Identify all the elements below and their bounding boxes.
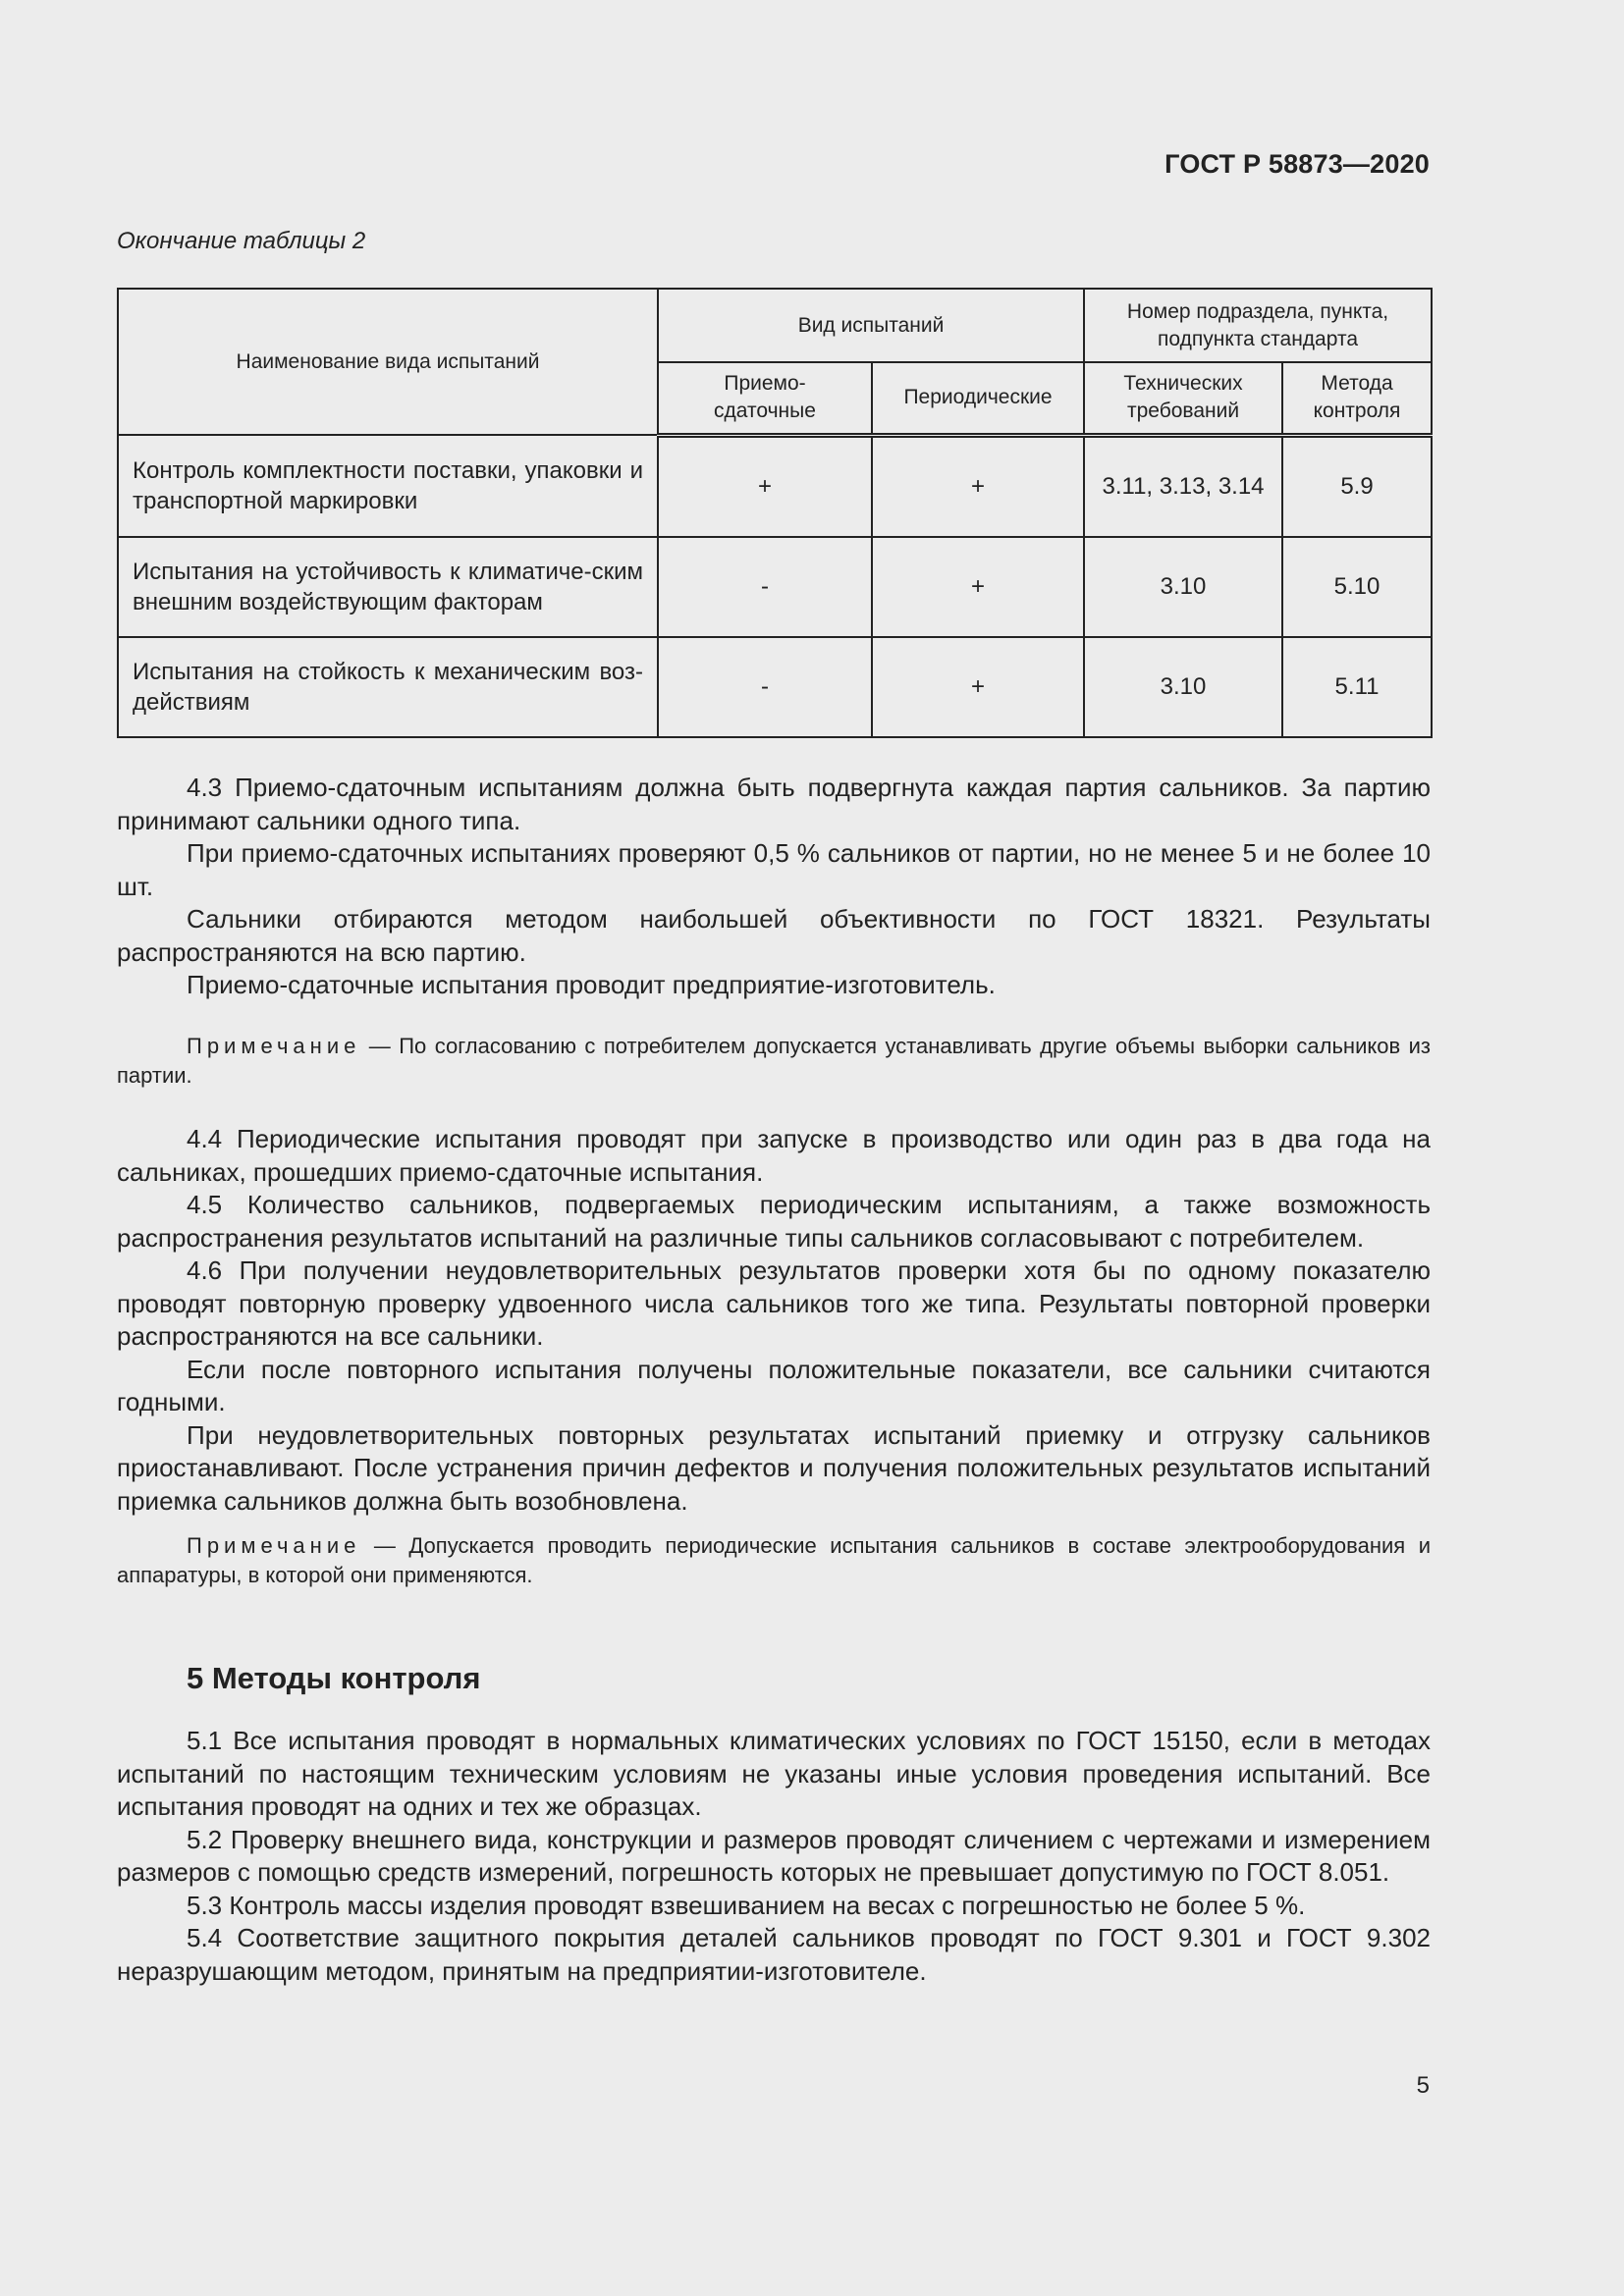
- row-tech-requirements: 3.10: [1084, 537, 1282, 637]
- paragraph: 4.4 Периодические испытания проводят при запуске в производство или один раз в два года на сальниках, прошедших приемо-сдаточные испытания.: [117, 1124, 1431, 1187]
- note-label: Примечание: [187, 1034, 361, 1058]
- row-periodic: +: [872, 435, 1084, 537]
- header-section-number: Номер подраздела, пункта, подпункта стандарта: [1084, 289, 1432, 362]
- row-periodic: +: [872, 537, 1084, 637]
- paragraph: 4.5 Количество сальников, подвергаемых периодическим испытаниям, а также возможность распространения результатов испытаний на различные типы сальников согласовывают с потребителем.: [117, 1190, 1431, 1253]
- paragraph: 5.1 Все испытания проводят в нормальных климатических условиях по ГОСТ 15150, если в методах испытаний по настоящим техническим условиям не указаны иные условия проведения испытаний. Все испытания проводят на одних и тех же образцах.: [117, 1726, 1431, 1821]
- header-control-method: Метода контроля: [1282, 362, 1432, 435]
- header-tech-requirements: Технических требований: [1084, 362, 1282, 435]
- note-text: — По согласованию с потребителем допускается устанавливать другие объемы выборки сальников из партии.: [117, 1034, 1431, 1088]
- row-name: Контроль комплектности поставки, упаковки и транспортной маркировки: [118, 435, 658, 537]
- table-row: [118, 637, 1432, 737]
- table-row: [118, 435, 1432, 537]
- paragraph: 4.3 Приемо-сдаточным испытаниям должна быть подвергнута каждая партия сальников. За партию принимают сальники одного типа.: [117, 773, 1431, 835]
- row-acceptance: -: [658, 637, 872, 737]
- table-row: [118, 537, 1432, 637]
- row-periodic: +: [872, 637, 1084, 737]
- header-test-type: Вид испытаний: [658, 289, 1084, 362]
- note-1: [117, 1032, 1431, 1091]
- paragraph: 5.2 Проверку внешнего вида, конструкции и размеров проводят сличением с чертежами и измерением размеров с помощью средств измерений, погрешность которых не превышает допустимую по ГОСТ 8.051.: [117, 1824, 1431, 1887]
- paragraph: Сальники отбираются методом наибольшей объективности по ГОСТ 18321. Результаты распространяются на всю партию.: [117, 904, 1431, 967]
- row-acceptance: -: [658, 537, 872, 637]
- header-acceptance: Приемо- сдаточные: [658, 362, 872, 435]
- standard-designation: ГОСТ Р 58873—2020: [1164, 149, 1430, 179]
- paragraph: 4.6 При получении неудовлетворительных результатов проверки хотя бы по одному показателю проводят повторную проверку удвоенного числа сальников того же типа. Результаты повторной проверки распространяются на все сальники.: [117, 1255, 1431, 1351]
- clauses-4-4-to-4-6-block: [117, 1123, 1431, 1518]
- paragraph: При приемо-сдаточных испытаниях проверяют 0,5 % сальников от партии, но не менее 5 и не более 10 шт.: [117, 838, 1431, 901]
- row-name: Испытания на устойчивость к климатиче-ским внешним воздействующим факторам: [118, 537, 658, 637]
- header-periodic: Периодические: [872, 362, 1084, 435]
- row-control-method: 5.9: [1282, 435, 1432, 537]
- paragraph: Приемо-сдаточные испытания проводит предприятие-изготовитель.: [187, 970, 996, 999]
- paragraph: 5.4 Соответствие защитного покрытия деталей сальников проводят по ГОСТ 9.301 и ГОСТ 9.302 неразрушающим методом, принятым на предприятии-изготовителе.: [117, 1923, 1431, 1986]
- section-5-heading: 5 Методы контроля: [187, 1661, 481, 1695]
- paragraph: 5.3 Контроль массы изделия проводят взвешиванием на весах с погрешностью не более 5 %.: [187, 1890, 1306, 1920]
- row-control-method: 5.11: [1282, 637, 1432, 737]
- row-control-method: 5.10: [1282, 537, 1432, 637]
- note-label: Примечание: [187, 1533, 361, 1558]
- tests-table: [117, 288, 1433, 738]
- note-text: — Допускается проводить периодические испытания сальников в составе электрооборудования и аппаратуры, в которой они применяются.: [117, 1533, 1431, 1587]
- table-caption: Окончание таблицы 2: [117, 228, 366, 254]
- page-number: 5: [1416, 2072, 1430, 2099]
- row-acceptance: +: [658, 435, 872, 537]
- paragraph: Если после повторного испытания получены положительные показатели, все сальники считаются годными.: [117, 1354, 1431, 1416]
- row-tech-requirements: 3.11, 3.13, 3.14: [1084, 435, 1282, 537]
- row-tech-requirements: 3.10: [1084, 637, 1282, 737]
- clause-4-3-block: [117, 772, 1431, 1002]
- row-name: Испытания на стойкость к механическим воз-действиям: [118, 637, 658, 737]
- note-2: [117, 1531, 1431, 1590]
- header-name: Наименование вида испытаний: [118, 289, 658, 435]
- paragraph: При неудовлетворительных повторных результатах испытаний приемку и отгрузку сальников приостанавливают. После устранения причин дефектов и получения положительных результатов испытаний приемка сальников должна быть возобновлена.: [117, 1419, 1431, 1516]
- section-5-body: [117, 1725, 1431, 1988]
